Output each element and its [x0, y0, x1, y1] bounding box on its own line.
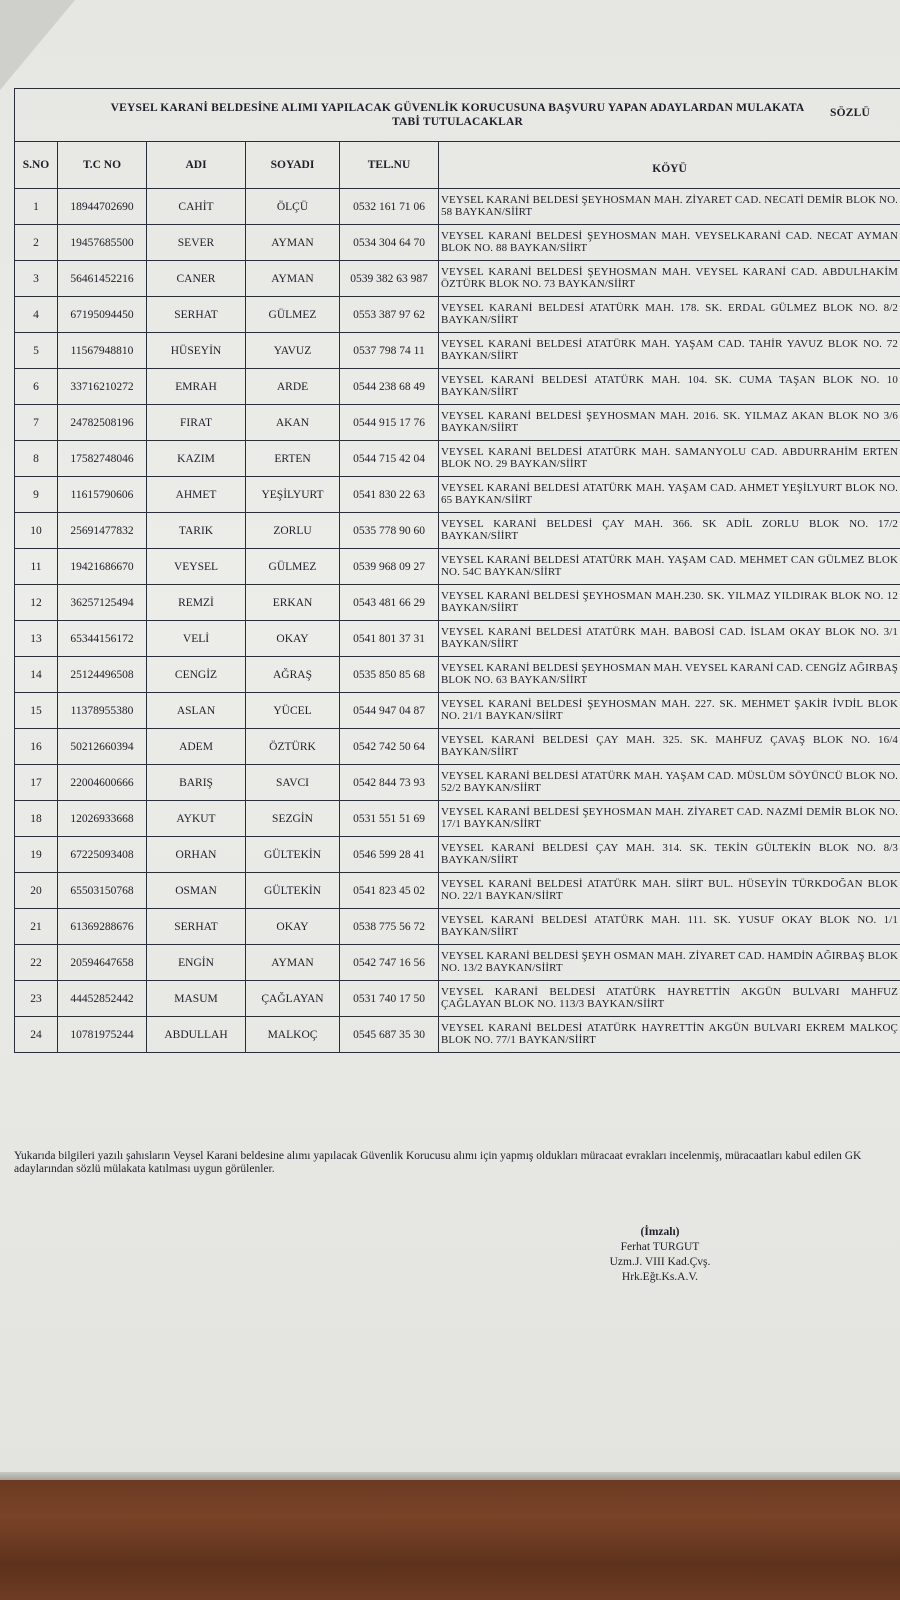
address-cell: VEYSEL KARANİ BELDESİ ŞEYH OSMAN MAH. ZİYARET CAD. HAMDİN AĞIRBAŞ BLOK NO. 13/2 BAYKAN/SİİRT — [439, 945, 900, 981]
row-number-cell: 14 — [15, 657, 58, 693]
column-header: SOYADI — [246, 142, 340, 189]
first-name-cell: TARIK — [147, 513, 246, 549]
last-name-cell: GÜLTEKİN — [246, 873, 340, 909]
first-name-cell: HÜSEYİN — [147, 333, 246, 369]
last-name-cell: SAVCI — [246, 765, 340, 801]
address-cell: VEYSEL KARANİ BELDESİ ŞEYHOSMAN MAH. ZİYARET CAD. NAZMİ DEMİR BLOK NO. 17/1 BAYKAN/SİİRT — [439, 801, 900, 837]
first-name-cell: CENGİZ — [147, 657, 246, 693]
last-name-cell: ÇAĞLAYAN — [246, 981, 340, 1017]
table-row — [15, 369, 900, 405]
address-cell: VEYSEL KARANİ BELDESİ ŞEYHOSMAN MAH. ZİYARET CAD. NECATİ DEMİR BLOK NO. 58 BAYKAN/SİİRT — [439, 189, 900, 225]
phone-number-cell: 0546 599 28 41 — [340, 837, 439, 873]
row-number-cell: 15 — [15, 693, 58, 729]
phone-number-cell: 0544 915 17 76 — [340, 405, 439, 441]
address-cell: VEYSEL KARANİ BELDESİ ŞEYHOSMAN MAH. VEYSEL KARANİ CAD. ABDULHAKİM ÖZTÜRK BLOK NO. 73 BAYKAN/SİİRT — [439, 261, 900, 297]
last-name-cell: AYMAN — [246, 225, 340, 261]
last-name-cell: OKAY — [246, 621, 340, 657]
address-cell: VEYSEL KARANİ BELDESİ ATATÜRK MAH. 178. SK. ERDAL GÜLMEZ BLOK NO. 8/2 BAYKAN/SİİRT — [439, 297, 900, 333]
row-number-cell: 7 — [15, 405, 58, 441]
signature-block — [560, 1225, 760, 1285]
table-row — [15, 657, 900, 693]
phone-number-cell: 0545 687 35 30 — [340, 1017, 439, 1053]
last-name-cell: MALKOÇ — [246, 1017, 340, 1053]
table-row — [15, 981, 900, 1017]
tc-number-cell: 50212660394 — [58, 729, 147, 765]
phone-number-cell: 0543 481 66 29 — [340, 585, 439, 621]
row-number-cell: 1 — [15, 189, 58, 225]
column-header: S.NO — [15, 142, 58, 189]
row-number-cell: 10 — [15, 513, 58, 549]
first-name-cell: SERHAT — [147, 297, 246, 333]
phone-number-cell: 0544 947 04 87 — [340, 693, 439, 729]
page-fold-corner — [0, 0, 75, 90]
signer-rank: Uzm.J. VIII Kad.Çvş. — [609, 1256, 711, 1268]
table-title-cell — [15, 89, 900, 142]
signer-unit: Hrk.Eğt.Ks.A.V. — [621, 1271, 699, 1283]
interview-type-label: SÖZLÜ — [830, 107, 870, 119]
table-row — [15, 729, 900, 765]
column-header: KÖYÜ — [439, 142, 900, 189]
column-header: T.C NO — [58, 142, 147, 189]
table-row — [15, 261, 900, 297]
row-number-cell: 13 — [15, 621, 58, 657]
table-row — [15, 189, 900, 225]
first-name-cell: SEVER — [147, 225, 246, 261]
phone-number-cell: 0544 715 42 04 — [340, 441, 439, 477]
phone-number-cell: 0531 551 51 69 — [340, 801, 439, 837]
phone-number-cell: 0541 823 45 02 — [340, 873, 439, 909]
first-name-cell: ADEM — [147, 729, 246, 765]
row-number-cell: 24 — [15, 1017, 58, 1053]
first-name-cell: SERHAT — [147, 909, 246, 945]
first-name-cell: EMRAH — [147, 369, 246, 405]
tc-number-cell: 11378955380 — [58, 693, 147, 729]
phone-number-cell: 0535 850 85 68 — [340, 657, 439, 693]
tc-number-cell: 65503150768 — [58, 873, 147, 909]
table-row — [15, 333, 900, 369]
address-cell: VEYSEL KARANİ BELDESİ ATATÜRK MAH. SİİRT BUL. HÜSEYİN TÜRKDOĞAN BLOK NO. 22/1 BAYKAN/SİİRT — [439, 873, 900, 909]
phone-number-cell: 0534 304 64 70 — [340, 225, 439, 261]
last-name-cell: SEZGİN — [246, 801, 340, 837]
phone-number-cell: 0532 161 71 06 — [340, 189, 439, 225]
last-name-cell: AKAN — [246, 405, 340, 441]
address-cell: VEYSEL KARANİ BELDESİ ATATÜRK MAH. BABOSİ CAD. İSLAM OKAY BLOK NO. 3/1 BAYKAN/SİİRT — [439, 621, 900, 657]
address-cell: VEYSEL KARANİ BELDESİ ÇAY MAH. 314. SK. TEKİN GÜLTEKİN BLOK NO. 8/3 BAYKAN/SİİRT — [439, 837, 900, 873]
row-number-cell: 22 — [15, 945, 58, 981]
last-name-cell: YAVUZ — [246, 333, 340, 369]
first-name-cell: VEYSEL — [147, 549, 246, 585]
last-name-cell: GÜLTEKİN — [246, 837, 340, 873]
last-name-cell: ZORLU — [246, 513, 340, 549]
row-number-cell: 5 — [15, 333, 58, 369]
first-name-cell: ENGİN — [147, 945, 246, 981]
last-name-cell: ÖLÇÜ — [246, 189, 340, 225]
last-name-cell: OKAY — [246, 909, 340, 945]
desk-surface — [0, 1480, 900, 1600]
address-cell: VEYSEL KARANİ BELDESİ ATATÜRK MAH. YAŞAM CAD. TAHİR YAVUZ BLOK NO. 72 BAYKAN/SİİRT — [439, 333, 900, 369]
first-name-cell: AHMET — [147, 477, 246, 513]
last-name-cell: AYMAN — [246, 945, 340, 981]
tc-number-cell: 44452852442 — [58, 981, 147, 1017]
phone-number-cell: 0541 830 22 63 — [340, 477, 439, 513]
first-name-cell: KAZIM — [147, 441, 246, 477]
address-cell: VEYSEL KARANİ BELDESİ ATATÜRK HAYRETTİN AKGÜN BULVARI MAHFUZ ÇAĞLAYAN BLOK NO. 113/3 BAYKAN/SİİRT — [439, 981, 900, 1017]
row-number-cell: 12 — [15, 585, 58, 621]
address-cell: VEYSEL KARANİ BELDESİ ATATÜRK MAH. YAŞAM CAD. MÜSLÜM SÖYÜNCÜ BLOK NO. 52/2 BAYKAN/SİİRT — [439, 765, 900, 801]
table-row — [15, 1017, 900, 1053]
last-name-cell: GÜLMEZ — [246, 549, 340, 585]
row-number-cell: 9 — [15, 477, 58, 513]
tc-number-cell: 12026933668 — [58, 801, 147, 837]
column-header: ADI — [147, 142, 246, 189]
tc-number-cell: 24782508196 — [58, 405, 147, 441]
row-number-cell: 23 — [15, 981, 58, 1017]
row-number-cell: 4 — [15, 297, 58, 333]
last-name-cell: ERKAN — [246, 585, 340, 621]
phone-number-cell: 0535 778 90 60 — [340, 513, 439, 549]
first-name-cell: ABDULLAH — [147, 1017, 246, 1053]
row-number-cell: 20 — [15, 873, 58, 909]
table-row — [15, 513, 900, 549]
table-row — [15, 693, 900, 729]
tc-number-cell: 18944702690 — [58, 189, 147, 225]
table-row — [15, 909, 900, 945]
tc-number-cell: 25124496508 — [58, 657, 147, 693]
first-name-cell: BARIŞ — [147, 765, 246, 801]
candidate-table — [14, 88, 900, 1053]
row-number-cell: 21 — [15, 909, 58, 945]
row-number-cell: 17 — [15, 765, 58, 801]
last-name-cell: AĞRAŞ — [246, 657, 340, 693]
first-name-cell: CAHİT — [147, 189, 246, 225]
phone-number-cell: 0539 968 09 27 — [340, 549, 439, 585]
table-row — [15, 297, 900, 333]
first-name-cell: REMZİ — [147, 585, 246, 621]
tc-number-cell: 65344156172 — [58, 621, 147, 657]
row-number-cell: 11 — [15, 549, 58, 585]
address-cell: VEYSEL KARANİ BELDESİ ŞEYHOSMAN MAH.230. SK. YILMAZ YILDIRAK BLOK NO. 12 BAYKAN/SİİRT — [439, 585, 900, 621]
address-cell: VEYSEL KARANİ BELDESİ ŞEYHOSMAN MAH. VEYSEL KARANİ CAD. CENGİZ AĞIRBAŞ BLOK NO. 63 BAYKAN/SİİRT — [439, 657, 900, 693]
row-number-cell: 6 — [15, 369, 58, 405]
tc-number-cell: 17582748046 — [58, 441, 147, 477]
document-title: VEYSEL KARANİ BELDESİNE ALIMI YAPILACAK GÜVENLİK KORUCUSUNA BAŞVURU YAPAN ADAYLARDAN MULAKATA TABİ TUTULACAKLAR — [110, 102, 805, 128]
table-row — [15, 225, 900, 261]
tc-number-cell: 25691477832 — [58, 513, 147, 549]
approval-note: Yukarıda bilgileri yazılı şahısların Veysel Karani beldesine alımı yapılacak Güvenlik Korucusu alımı için yapmış oldukları müracaat evrakları incelenmiş, müracaatları kabul edilen GK adaylarından sözlü mülakata katılması uygun görülenler. — [14, 1150, 862, 1175]
row-number-cell: 16 — [15, 729, 58, 765]
last-name-cell: ÖZTÜRK — [246, 729, 340, 765]
table-row — [15, 477, 900, 513]
first-name-cell: CANER — [147, 261, 246, 297]
address-cell: VEYSEL KARANİ BELDESİ ATATÜRK MAH. SAMANYOLU CAD. ABDURRAHİM ERTEN BLOK NO. 29 BAYKAN/SİİRT — [439, 441, 900, 477]
table-row — [15, 549, 900, 585]
tc-number-cell: 19421686670 — [58, 549, 147, 585]
address-cell: VEYSEL KARANİ BELDESİ ATATÜRK HAYRETTİN AKGÜN BULVARI EKREM MALKOÇ BLOK NO. 77/1 BAYKAN/SİİRT — [439, 1017, 900, 1053]
last-name-cell: ERTEN — [246, 441, 340, 477]
tc-number-cell: 67195094450 — [58, 297, 147, 333]
phone-number-cell: 0538 775 56 72 — [340, 909, 439, 945]
last-name-cell: YÜCEL — [246, 693, 340, 729]
tc-number-cell: 33716210272 — [58, 369, 147, 405]
phone-number-cell: 0542 742 50 64 — [340, 729, 439, 765]
last-name-cell: GÜLMEZ — [246, 297, 340, 333]
row-number-cell: 18 — [15, 801, 58, 837]
table-row — [15, 873, 900, 909]
tc-number-cell: 61369288676 — [58, 909, 147, 945]
address-cell: VEYSEL KARANİ BELDESİ ÇAY MAH. 366. SK ADİL ZORLU BLOK NO. 17/2 BAYKAN/SİİRT — [439, 513, 900, 549]
last-name-cell: AYMAN — [246, 261, 340, 297]
tc-number-cell: 11615790606 — [58, 477, 147, 513]
candidate-list-document — [14, 88, 900, 1053]
table-row — [15, 585, 900, 621]
tc-number-cell: 10781975244 — [58, 1017, 147, 1053]
tc-number-cell: 22004600666 — [58, 765, 147, 801]
signer-name: Ferhat TURGUT — [620, 1241, 700, 1253]
last-name-cell: YEŞİLYURT — [246, 477, 340, 513]
table-row — [15, 945, 900, 981]
address-cell: VEYSEL KARANİ BELDESİ ŞEYHOSMAN MAH. 2016. SK. YILMAZ AKAN BLOK NO 3/6 BAYKAN/SİİRT — [439, 405, 900, 441]
column-header: TEL.NU — [340, 142, 439, 189]
first-name-cell: VELİ — [147, 621, 246, 657]
first-name-cell: OSMAN — [147, 873, 246, 909]
table-row — [15, 837, 900, 873]
phone-number-cell: 0531 740 17 50 — [340, 981, 439, 1017]
address-cell: VEYSEL KARANİ BELDESİ ŞEYHOSMAN MAH. VEYSELKARANİ CAD. NECAT AYMAN BLOK NO. 88 BAYKAN/SİİRT — [439, 225, 900, 261]
phone-number-cell: 0553 387 97 62 — [340, 297, 439, 333]
phone-number-cell: 0541 801 37 31 — [340, 621, 439, 657]
table-row — [15, 765, 900, 801]
address-cell: VEYSEL KARANİ BELDESİ ATATÜRK MAH. YAŞAM CAD. AHMET YEŞİLYURT BLOK NO. 65 BAYKAN/SİİRT — [439, 477, 900, 513]
tc-number-cell: 19457685500 — [58, 225, 147, 261]
row-number-cell: 2 — [15, 225, 58, 261]
phone-number-cell: 0537 798 74 11 — [340, 333, 439, 369]
tc-number-cell: 20594647658 — [58, 945, 147, 981]
phone-number-cell: 0542 747 16 56 — [340, 945, 439, 981]
row-number-cell: 8 — [15, 441, 58, 477]
address-cell: VEYSEL KARANİ BELDESİ ŞEYHOSMAN MAH. 227. SK. MEHMET ŞAKİR İVDİL BLOK NO. 21/1 BAYKAN/SİİRT — [439, 693, 900, 729]
first-name-cell: MASUM — [147, 981, 246, 1017]
table-row — [15, 441, 900, 477]
column-header-row — [15, 142, 900, 189]
first-name-cell: FIRAT — [147, 405, 246, 441]
first-name-cell: ASLAN — [147, 693, 246, 729]
table-row — [15, 621, 900, 657]
phone-number-cell: 0542 844 73 93 — [340, 765, 439, 801]
address-cell: VEYSEL KARANİ BELDESİ ATATÜRK MAH. YAŞAM CAD. MEHMET CAN GÜLMEZ BLOK NO. 54C BAYKAN/SİİRT — [439, 549, 900, 585]
tc-number-cell: 56461452216 — [58, 261, 147, 297]
phone-number-cell: 0539 382 63 987 — [340, 261, 439, 297]
address-cell: VEYSEL KARANİ BELDESİ ATATÜRK MAH. 111. SK. YUSUF OKAY BLOK NO. 1/1 BAYKAN/SİİRT — [439, 909, 900, 945]
signed-label: (İmzalı) — [640, 1226, 680, 1238]
table-row — [15, 801, 900, 837]
phone-number-cell: 0544 238 68 49 — [340, 369, 439, 405]
table-row — [15, 405, 900, 441]
first-name-cell: ORHAN — [147, 837, 246, 873]
tc-number-cell: 67225093408 — [58, 837, 147, 873]
address-cell: VEYSEL KARANİ BELDESİ ATATÜRK MAH. 104. SK. CUMA TAŞAN BLOK NO. 10 BAYKAN/SİİRT — [439, 369, 900, 405]
tc-number-cell: 11567948810 — [58, 333, 147, 369]
tc-number-cell: 36257125494 — [58, 585, 147, 621]
first-name-cell: AYKUT — [147, 801, 246, 837]
last-name-cell: ARDE — [246, 369, 340, 405]
address-cell: VEYSEL KARANİ BELDESİ ÇAY MAH. 325. SK. MAHFUZ ÇAVAŞ BLOK NO. 16/4 BAYKAN/SİİRT — [439, 729, 900, 765]
row-number-cell: 19 — [15, 837, 58, 873]
row-number-cell: 3 — [15, 261, 58, 297]
